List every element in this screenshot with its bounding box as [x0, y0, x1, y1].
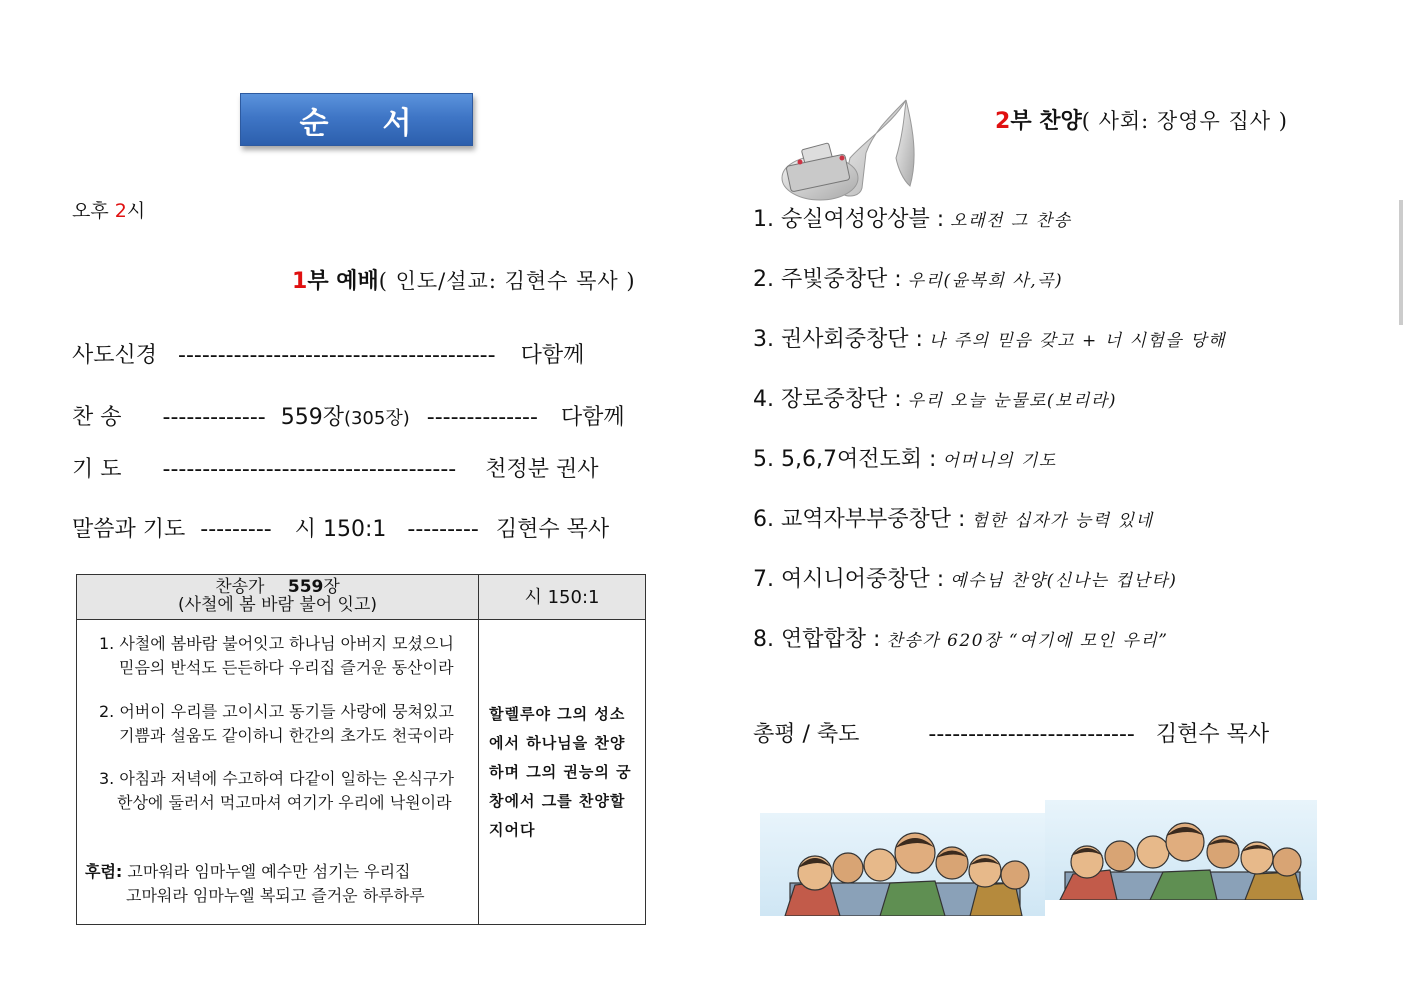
order-who: 천정분 권사 — [485, 457, 599, 482]
part1-leader: ( 인도/설교: 김현수 목사 ) — [378, 269, 636, 293]
title-banner — [240, 93, 473, 146]
performance-song: 우리(윤복희 사,곡) — [907, 271, 1064, 291]
performance-item-2 — [753, 262, 1063, 293]
chorus — [85, 860, 425, 908]
time-prefix: 오후 — [72, 200, 115, 222]
performance-label: 2. 주빛중창단 : — [753, 267, 902, 292]
order-dash: ------------------------------------- — [162, 457, 457, 482]
hymn-header-title: (사철에 봄 바람 불어 잇고) — [177, 595, 378, 615]
performance-song: 험한 십자가 능력 있네 — [971, 511, 1154, 531]
hymn-number: 559장 — [280, 405, 344, 430]
verse-line: 기쁨과 설움도 같이하니 한간의 초가도 천국이라 — [119, 726, 454, 745]
hymn-header-number: 559 — [287, 577, 324, 597]
order-row-hymn — [72, 400, 625, 431]
performance-song: 어머니의 기도 — [942, 451, 1057, 471]
order-dash: ------------- — [162, 405, 266, 430]
choir-illustration-left — [760, 813, 1045, 916]
order-row-prayer — [72, 452, 599, 483]
performance-item-1 — [753, 202, 1072, 233]
chorus-line: 고마워라 임마누엘 예수만 섬기는 우리집 — [127, 862, 411, 881]
performance-item-5 — [753, 442, 1057, 473]
performance-song: 나 주의 믿음 갖고 + 너 시험을 당해 — [928, 331, 1226, 351]
part1-heading — [292, 264, 636, 295]
closing-name: 총평 / 축도 — [753, 722, 860, 747]
performance-item-8 — [753, 622, 1169, 653]
verse-line: 3. 아침과 저녁에 수고하여 다같이 일하는 온식구가 — [99, 769, 454, 788]
performance-item-3 — [753, 322, 1226, 353]
order-who: 김현수 목사 — [495, 517, 610, 542]
verse-1 — [99, 632, 454, 680]
order-dash: --------- — [200, 517, 272, 542]
performance-song: 오래전 그 찬송 — [950, 211, 1072, 231]
hymn-header-prefix: 찬송가 — [215, 577, 265, 597]
order-dash: --------- — [407, 517, 479, 542]
order-name: 찬 송 — [72, 405, 122, 430]
part2-host: ( 사회: 장영우 집사 ) — [1081, 109, 1288, 133]
verse-line: 1. 사철에 봄바람 불어잇고 하나님 아버지 모셨으니 — [99, 634, 454, 653]
scripture-cell — [479, 620, 645, 924]
hymn-table-header — [77, 575, 479, 620]
hymn-old-number: (305장) — [343, 408, 410, 429]
closing-dash: -------------------------- — [928, 722, 1135, 747]
closing-row — [753, 717, 1269, 748]
service-time — [72, 196, 145, 223]
part2-title: 부 찬양 — [1010, 109, 1082, 134]
part2-heading — [995, 104, 1288, 135]
verse-2 — [99, 700, 454, 748]
music-note-icon — [778, 98, 923, 208]
verse-line: 믿음의 반석도 든든하다 우리집 즐거운 동산이라 — [119, 658, 454, 677]
order-name: 사도신경 — [72, 343, 158, 368]
verse-3 — [99, 767, 454, 815]
banner-glyph-1: 순 — [299, 105, 331, 141]
order-row-sermon — [72, 512, 609, 543]
order-name: 기 도 — [72, 457, 122, 482]
time-number: 2 — [114, 200, 127, 222]
performance-song: 예수님 찬양(신나는 컵난타) — [950, 571, 1178, 591]
order-name: 말씀과 기도 — [72, 517, 186, 542]
performance-label: 3. 권사회중창단 : — [753, 327, 923, 352]
hymn-header-suffix: 장 — [323, 577, 340, 597]
order-who: 다함께 — [520, 343, 585, 368]
scripture-text: 할렐루야 그의 성소에서 하나님을 찬양하며 그의 권능의 궁창에서 그를 찬양할지어다 — [489, 705, 632, 839]
performance-label: 5. 5,6,7여전도회 : — [753, 447, 937, 472]
order-row-creed — [72, 338, 584, 369]
performance-label: 6. 교역자부부중창단 : — [753, 507, 966, 532]
part1-number: 1 — [292, 269, 308, 294]
performance-label: 4. 장로중창단 : — [753, 387, 902, 412]
choir-illustration-right — [1045, 800, 1317, 900]
part2-number: 2 — [995, 109, 1011, 134]
banner-glyph-2: 서 — [382, 105, 414, 141]
chorus-label: 후렴: — [85, 862, 123, 881]
page-edge-divider — [1399, 200, 1403, 325]
sermon-scripture: 시 150:1 — [294, 517, 387, 542]
order-dash: ---------------------------------------- — [178, 343, 496, 368]
order-who: 다함께 — [560, 405, 625, 430]
closing-who: 김현수 목사 — [1155, 722, 1270, 747]
performance-item-6 — [753, 502, 1153, 533]
performance-label: 7. 여시니어중창단 : — [753, 567, 945, 592]
part1-title: 부 예배 — [307, 269, 379, 294]
scripture-header: 시 150:1 — [479, 575, 645, 620]
hymn-header-line1 — [77, 578, 478, 596]
performance-item-7 — [753, 562, 1177, 593]
performance-label: 8. 연합합창 : — [753, 627, 881, 652]
chorus-line: 고마워라 임마누엘 복되고 즐거운 하루하루 — [126, 886, 425, 905]
performance-song: 우리 오늘 눈물로(보리라) — [907, 391, 1117, 411]
performance-item-4 — [753, 382, 1117, 413]
time-suffix: 시 — [126, 200, 146, 222]
hymn-lyrics — [77, 620, 479, 924]
performance-label: 1. 숭실여성앙상블 : — [753, 207, 945, 232]
verse-line: 한상에 둘러서 먹고마셔 여기가 우리에 낙원이라 — [117, 793, 452, 812]
order-dash: -------------- — [426, 405, 538, 430]
verse-line: 2. 어버이 우리를 고이시고 동기들 사랑에 뭉쳐있고 — [99, 702, 454, 721]
hymn-table — [76, 574, 646, 925]
performance-song: 찬송가 620장 “여기에 모인 우리” — [886, 631, 1169, 651]
